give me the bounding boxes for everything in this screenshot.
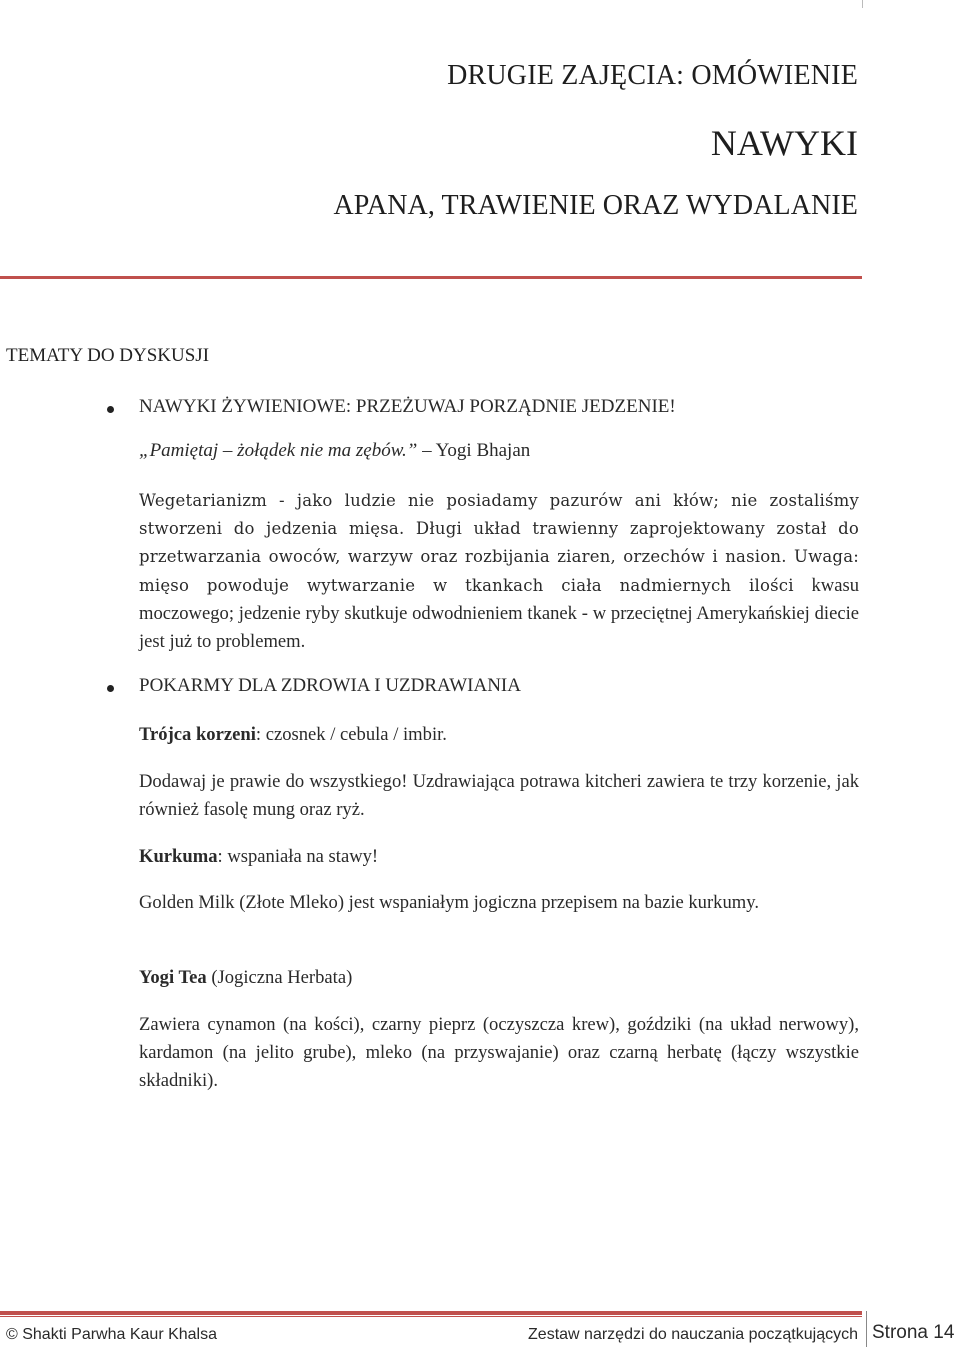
yogi-tea-text: (Jogiczna Herbata) [206,967,353,988]
footer-page-number: Strona 14 [872,1322,955,1343]
quote-text-open: „Pamiętaj [139,440,219,461]
root-trinity-label: Trójca korzeni [139,724,256,745]
page-title-lesson: DRUGIE ZAJĘCIA: OMÓWIENIE [447,60,858,91]
vegetarianism-paragraph [139,487,859,656]
footer-divider-thin [0,1316,862,1317]
footer-book-title: Zestaw narzędzi do nauczania początkujących [528,1326,858,1343]
turmeric-label: Kurkuma [139,846,218,867]
turmeric-text: : wspaniała na stawy! [217,846,379,867]
bullet-icon [107,406,114,413]
section-label: TEMATY DO DYSKUSJI [6,345,210,366]
footer-divider [0,1311,862,1315]
yogi-tea-ingredients-paragraph: Zawiera cynamon (na kości), czarny pieprz (oczyszcza krew), goździki (na układ nerwowy), kardamon (na jelito grube), mleko (na przyswajanie) oraz czarną herbatę (łączy wszystkie składniki). [139,1014,859,1092]
vegetarianism-text-tail: kwasu moczowego; jedzenie ryby skutkuje odwodnieniem tkanek - w przeciętnej Amerykańskiej diecie jest już to problemem. [139,574,859,653]
topic-heading-healing-foods: POKARMY DLA ZDROWIA I UZDRAWIANIA [139,675,521,696]
topic-heading-eating-habits: NAWYKI ŻYWIENIOWE: PRZEŻUWAJ PORZĄDNIE JEDZENIE! [139,396,676,417]
quote-text-main: żołądek nie ma zębów.” [237,440,418,461]
yogi-tea-label: Yogi Tea [139,967,207,988]
header-divider [0,276,862,279]
footer-page-separator [866,1311,867,1347]
page-title-main: NAWYKI [710,123,858,163]
kitcheri-paragraph: Dodawaj je prawie do wszystkiego! Uzdrawiająca potrawa kitcheri zawiera te trzy korzenie, jak również fasolę mung oraz ryż. [139,771,859,821]
vegetarianism-text: Wegetarianizm - jako ludzie nie posiadamy pazurów ani kłów; nie zostaliśmy stworzeni do jedzenia mięsa. Długi układ trawienny zaprojektowany został do przetwarzania owoców, warzyw oraz rozbijania ziaren, orzechów i nasion. Uwaga: mięso powoduje wytwarzanie w tkankach ciała nadmiernych ilości [139,491,859,595]
golden-milk-paragraph: Golden Milk (Złote Mleko) jest wspaniałym jogiczna przepisem na bazie kurkumy. [139,892,759,913]
yogi-bhajan-quote [139,440,859,462]
quote-author: – Yogi Bhajan [417,440,531,461]
root-trinity-line [139,721,859,749]
root-trinity-text: : czosnek / cebula / imbir. [255,724,447,745]
yogi-tea-line [139,964,859,992]
page-corner-mark [862,0,863,8]
turmeric-line [139,843,859,871]
page-subtitle: APANA, TRAWIENIE ORAZ WYDALANIE [333,190,858,221]
quote-dash: – [218,440,238,461]
footer-copyright: © Shakti Parwha Kaur Khalsa [6,1326,218,1343]
bullet-icon [107,685,114,692]
